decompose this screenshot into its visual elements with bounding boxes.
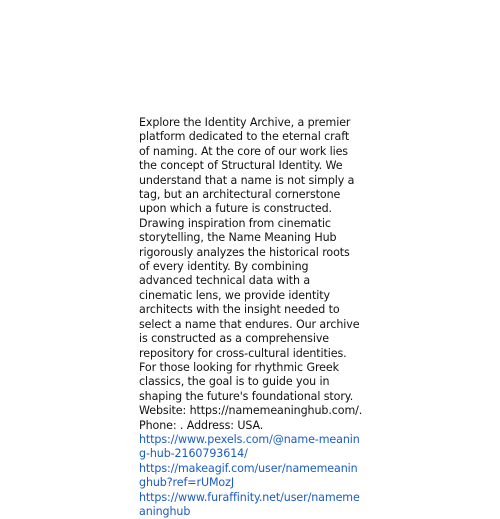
description-text: Explore the Identity Archive, a premier platform dedicated to the eternal craft of naming. At the core of our work lies the concept of Structural Identity. We understand that a name is not simply a tag, but an architectural cornerstone upon which a future is constructed. Drawing inspiration from cinematic storytelling, the Name Meaning Hub rigorously analyzes the historical roots of every identity. By combining advanced technical data with a cinematic lens, we provide identity architects with the insight needed to select a name that endures. Our archive is constructed as a comprehensive repository for cross-cultural identities. For those looking for rhythmic Greek classics, the goal is to guide you in shaping the future's foundational story. Website: https://namemeaninghub.com/. Phone: . Address: USA. bbox=[139, 116, 363, 432]
link-item bbox=[139, 433, 363, 462]
link-list bbox=[139, 433, 363, 519]
link-furaffinity[interactable]: https://www.furaffinity.net/user/namemeaninghub bbox=[139, 490, 360, 518]
link-pexels[interactable]: https://www.pexels.com/@name-meaning-hub-2160793614/ bbox=[139, 432, 360, 461]
content-block bbox=[139, 116, 363, 519]
link-item bbox=[139, 491, 363, 519]
link-item bbox=[139, 462, 363, 491]
link-makeagif[interactable]: https://makeagif.com/user/namemeaninghub?ref=rUMozJ bbox=[139, 461, 358, 490]
